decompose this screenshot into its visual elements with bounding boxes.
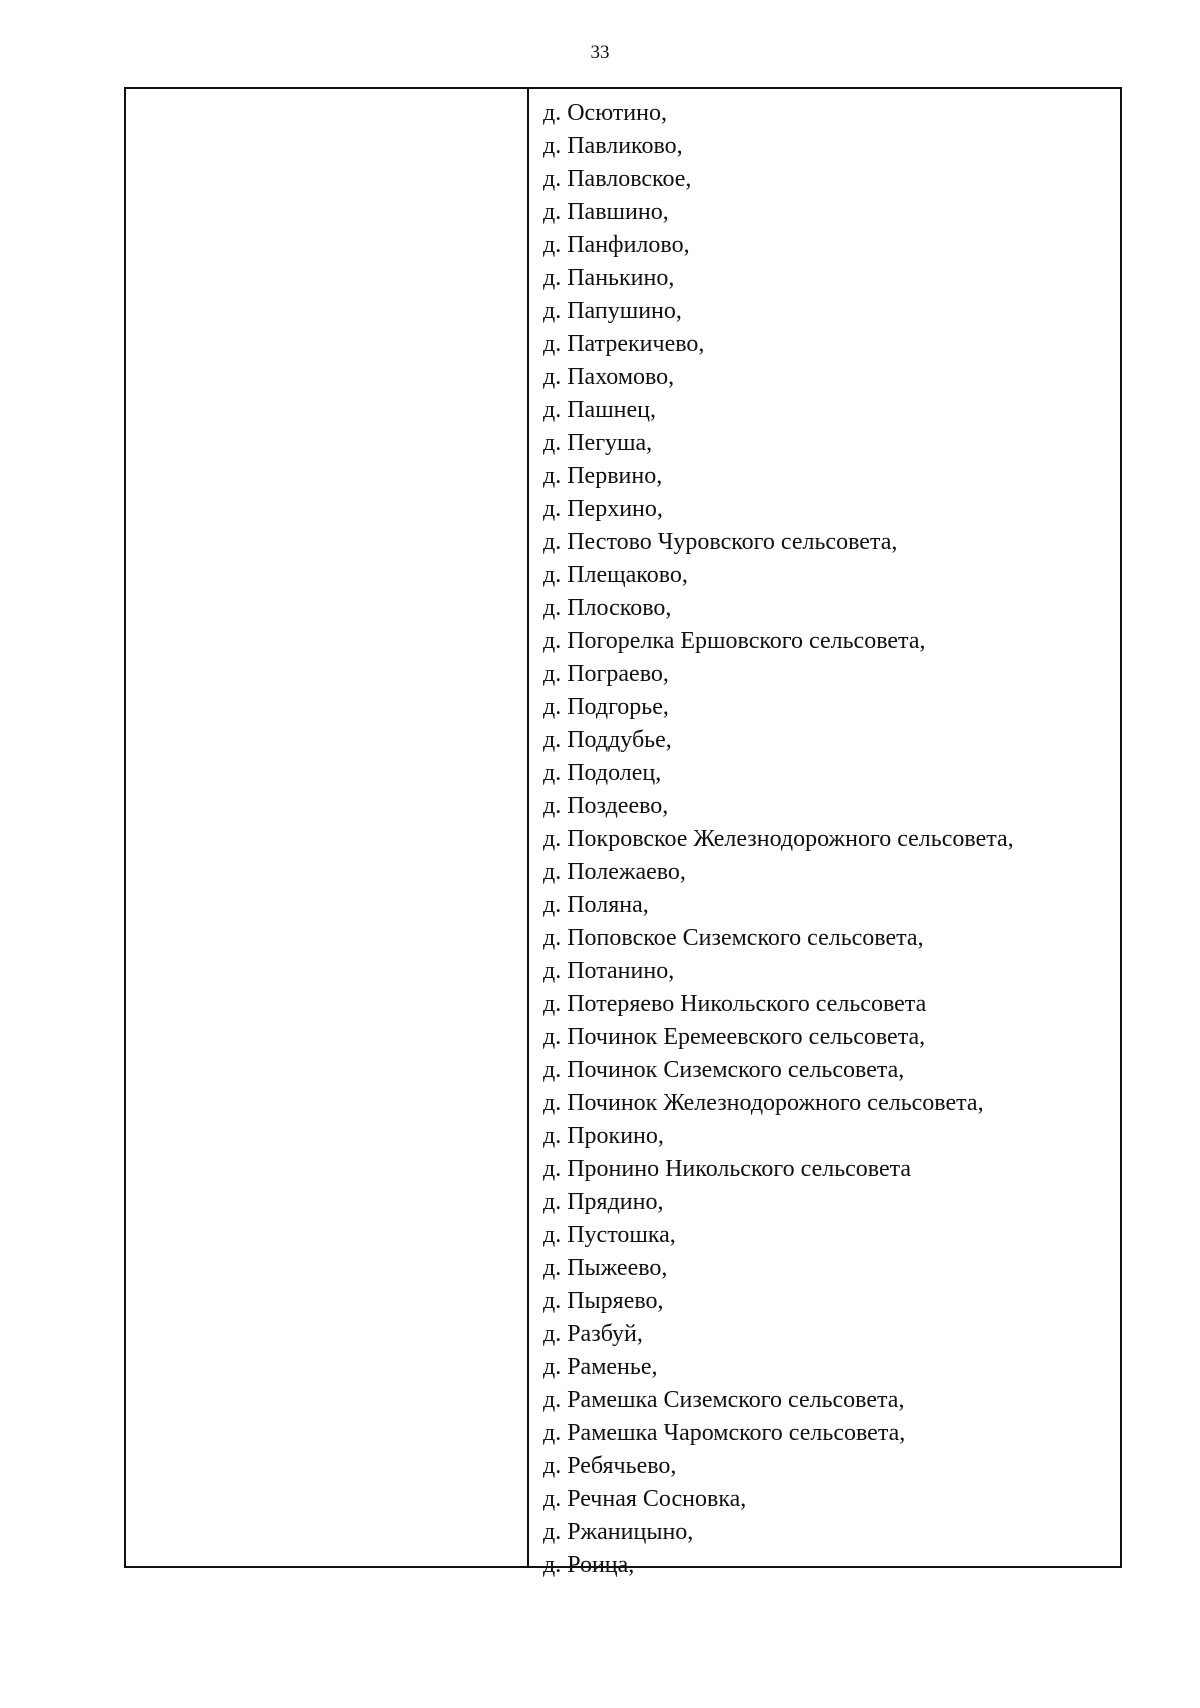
settlement-item: д. Починок Сиземского сельсовета,: [543, 1057, 905, 1083]
settlement-item: д. Панфилово,: [543, 232, 690, 258]
settlement-item: д. Подгорье,: [543, 694, 669, 720]
settlement-item: д. Пустошка,: [543, 1222, 676, 1248]
settlement-item: д. Плосково,: [543, 595, 672, 621]
settlement-item: д. Потеряево Никольского сельсовета: [543, 991, 927, 1017]
settlement-item: д. Поповское Сиземского сельсовета,: [543, 925, 924, 951]
settlement-item: д. Павшино,: [543, 199, 669, 225]
settlement-item: д. Пыряево,: [543, 1288, 664, 1314]
settlement-item: д. Панькино,: [543, 265, 675, 291]
table-right-cell: [529, 89, 1120, 1578]
settlement-item: д. Роица,: [543, 1552, 635, 1578]
settlement-list: [543, 97, 1120, 1582]
settlement-item: д. Пегуша,: [543, 430, 653, 456]
settlement-item: д. Прокино,: [543, 1123, 664, 1149]
page-number: 33: [590, 42, 610, 63]
settlement-item: д. Прядино,: [543, 1189, 664, 1215]
settlement-item: д. Речная Сосновка,: [543, 1486, 747, 1512]
table-left-cell: [126, 89, 529, 1566]
settlement-item: д. Поляна,: [543, 892, 649, 918]
settlement-item: д. Поддубье,: [543, 727, 672, 753]
settlement-item: д. Потанино,: [543, 958, 675, 984]
settlement-item: д. Пестово Чуровского сельсовета,: [543, 529, 898, 555]
settlement-item: д. Рамешка Чаромского сельсовета,: [543, 1420, 906, 1446]
settlement-item: д. Пыжеево,: [543, 1255, 668, 1281]
settlement-item: д. Ребячьево,: [543, 1453, 677, 1479]
settlement-item: д. Рамешка Сиземского сельсовета,: [543, 1387, 905, 1413]
settlement-item: д. Разбуй,: [543, 1321, 643, 1347]
settlement-item: д. Павликово,: [543, 133, 683, 159]
settlement-item: д. Поздеево,: [543, 793, 669, 819]
settlement-item: д. Починок Еремеевского сельсовета,: [543, 1024, 926, 1050]
settlement-item: д. Покровское Железнодорожного сельсовета,: [543, 826, 1014, 852]
settlement-item: д. Осютино,: [543, 100, 667, 126]
settlement-item: д. Полежаево,: [543, 859, 686, 885]
settlement-item: д. Подолец,: [543, 760, 662, 786]
settlement-item: д. Пашнец,: [543, 397, 657, 423]
settlement-item: д. Плещаково,: [543, 562, 688, 588]
settlement-item: д. Пронино Никольского сельсовета: [543, 1156, 912, 1182]
settlement-item: д. Патрекичево,: [543, 331, 705, 357]
settlements-table: [124, 87, 1122, 1578]
settlement-item: д. Павловское,: [543, 166, 692, 192]
settlement-item: д. Пограево,: [543, 661, 669, 687]
settlement-item: д. Первино,: [543, 463, 663, 489]
settlement-item: д. Починок Железнодорожного сельсовета,: [543, 1090, 984, 1116]
settlement-item: д. Папушино,: [543, 298, 682, 324]
settlement-item: д. Ржаницыно,: [543, 1519, 694, 1545]
settlement-item: д. Перхино,: [543, 496, 663, 522]
settlement-item: д. Погорелка Ершовского сельсовета,: [543, 628, 926, 654]
settlement-item: д. Пахомово,: [543, 364, 675, 390]
settlement-item: д. Раменье,: [543, 1354, 658, 1380]
